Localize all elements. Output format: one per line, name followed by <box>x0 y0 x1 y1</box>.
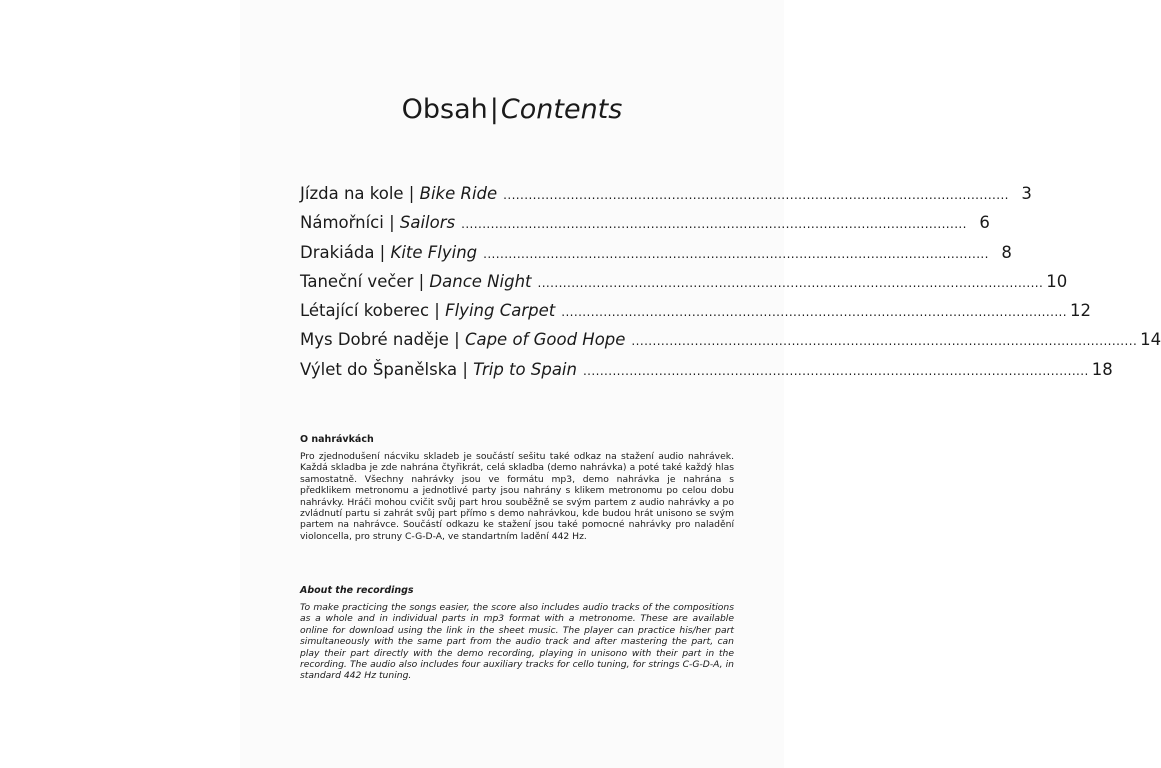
dot-leader: ........................................................................................................................ <box>461 217 967 232</box>
toc-title-czech: Mys Dobré naděje <box>300 330 449 350</box>
toc-title-czech: Námořníci <box>300 213 384 233</box>
toc-title-english: Bike Ride <box>419 184 498 203</box>
toc-title-czech: Výlet do Španělska <box>300 359 458 379</box>
toc-title-czech: Taneční večer <box>300 271 414 291</box>
section-heading: O nahrávkách <box>300 434 374 445</box>
dot-leader: ........................................................................................................................ <box>503 188 1009 202</box>
dot-leader: ........................................................................................................................ <box>537 275 1044 290</box>
toc-title-czech: Jízda na kole <box>300 184 404 203</box>
about-recordings-czech <box>300 434 734 542</box>
toc-page-number: 12 <box>1069 301 1091 321</box>
toc-page-number: 8 <box>1001 242 1012 262</box>
toc-page-number: 3 <box>1021 184 1032 203</box>
title-english: Contents <box>500 94 623 125</box>
toc-title-czech: Létající koberec <box>300 301 430 321</box>
toc-entry: Mys Dobré naděje | Cape of Good Hope ........................................................................................................................ 14 <box>300 325 736 354</box>
toc-title-english: Sailors <box>399 213 456 233</box>
toc-entry: Taneční večer | Dance Night ........................................................................................................................ 10 <box>300 267 736 296</box>
toc-title-english: Cape of Good Hope <box>464 330 626 350</box>
toc-title-czech: Drakiáda <box>300 242 375 262</box>
toc-page-number: 14 <box>1140 330 1161 350</box>
about-recordings-english <box>300 585 734 682</box>
toc-title-english: Flying Carpet <box>445 301 556 321</box>
toc-entry: Jízda na kole | Bike Ride ........................................................................................................................ 3 <box>300 179 736 208</box>
section-heading: About the recordings <box>300 585 414 596</box>
toc-title-english: Kite Flying <box>390 242 478 262</box>
title-separator: | <box>489 94 499 125</box>
toc-page-number: 10 <box>1046 271 1068 291</box>
dot-leader: ........................................................................................................................ <box>561 305 1067 320</box>
toc-entry: Výlet do Španělska | Trip to Spain ........................................................................................................................ 18 <box>300 355 736 384</box>
dot-leader: ........................................................................................................................ <box>631 334 1138 349</box>
toc-title-english: Dance Night <box>429 271 532 291</box>
dot-leader: ........................................................................................................................ <box>483 246 989 261</box>
table-of-contents <box>300 179 1161 384</box>
toc-entry: Námořníci | Sailors ........................................................................................................................ 6 <box>300 208 736 237</box>
dot-leader: ........................................................................................................................ <box>582 363 1089 378</box>
toc-page-number: 18 <box>1091 359 1113 379</box>
toc-page-number: 6 <box>979 213 990 233</box>
title-czech: Obsah <box>401 94 488 125</box>
section-paragraph: To make practicing the songs easier, the score also includes audio tracks of the compositions as a whole and in individual parts in mp3 format with a metronome. These are available online for download using the link in the sheet music. The player can practice his/her part simultaneously with the same part from the audio track and after mastering the part, can play their part directly with the demo recording, playing in unisono with their part in the recording. The audio also includes four auxiliary tracks for cello tuning, for strings C-G-D-A, in standard 442 Hz tuning. <box>300 602 734 682</box>
page-title <box>240 92 784 128</box>
section-paragraph: Pro zjednodušení nácviku skladeb je součástí sešitu také odkaz na stažení audio nahrávek. Každá skladba je zde nahrána čtyřikrát, celá skladba (demo nahrávka) a poté také každý hlas samostatně. Všechny nahrávky jsou ve formátu mp3, demo nahrávka je nahrána s předklikem metronomu a jednotlivé party jsou nahrány s klikem metronomu po celou dobu nahrávky. Hráči mohou cvičit svůj part hrou souběžně se svým partem z audio nahrávky a po zvládnutí partu si zahrát svůj part přímo s demo nahrávkou, kde budou hrát unisono se svým partem na nahrávce. Součástí odkazu ke stažení jsou také pomocné nahrávky pro naladění violoncella, pro struny C-G-D-A, ve standartním ladění 442 Hz. <box>300 451 734 542</box>
toc-title-english: Trip to Spain <box>473 359 577 379</box>
toc-entry: Létající koberec | Flying Carpet ........................................................................................................................ 12 <box>300 296 736 325</box>
toc-entry: Drakiáda | Kite Flying ........................................................................................................................ 8 <box>300 238 736 267</box>
